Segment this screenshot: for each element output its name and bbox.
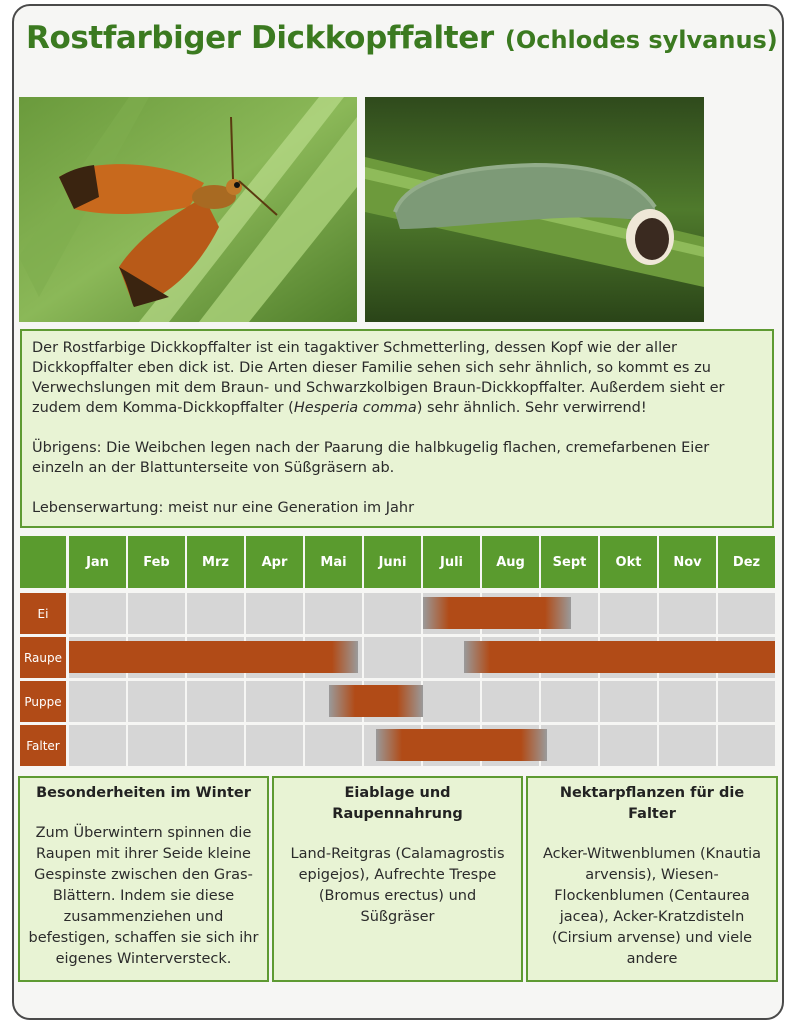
stage-label: Ei: [20, 593, 66, 634]
month-header: Dez: [718, 536, 775, 588]
intro-paragraph-description: [32, 338, 762, 418]
calendar-cell: [69, 681, 126, 722]
calendar-cell: [305, 593, 362, 634]
calendar-corner: [20, 536, 66, 588]
info-box-text: Acker-Witwenblumen (Knautia arvensis), Wiesen-Flockenblumen (Centaurea jacea), Acker-Kratzdisteln (Cirsium arvense) und viele andere: [542, 846, 762, 967]
month-header: Mrz: [187, 536, 244, 588]
month-header: Aug: [482, 536, 539, 588]
calendar-cell: [364, 637, 421, 678]
calendar-cell: [128, 681, 185, 722]
page-title: [26, 18, 786, 56]
stage-period-bar: [464, 641, 775, 673]
calendar-cell: [718, 681, 775, 722]
intro-paragraph-lifespan: Lebenserwartung: meist nur eine Generation im Jahr: [32, 500, 415, 516]
calendar-cell: [541, 681, 598, 722]
title-scientific-name: (Ochlodes sylvanus): [504, 26, 778, 54]
month-header: Feb: [128, 536, 185, 588]
stage-period-bar: [69, 641, 358, 673]
calendar-cell: [187, 681, 244, 722]
intro-text-box: [20, 329, 774, 528]
calendar-cell: [600, 593, 657, 634]
month-header: Juli: [423, 536, 480, 588]
info-box-text: Land-Reitgras (Calamagrostis epigejos), Aufrechte Trespe (Bromus erectus) und Süßgräser: [290, 846, 505, 925]
calendar-cell: [659, 593, 716, 634]
info-box-heading: Besonderheiten im Winter: [36, 785, 251, 801]
calendar-cell: [718, 593, 775, 634]
calendar-cell: [128, 725, 185, 766]
intro-paragraph-eggs: Übrigens: Die Weibchen legen nach der Paarung die halbkugelig flachen, cremefarbenen Eier einzeln an der Blattunterseite von Süßgräsern ab.: [32, 440, 710, 476]
calendar-cell: [187, 725, 244, 766]
calendar-cell: [128, 593, 185, 634]
info-box-heading: Eiablage und Raupennahrung: [332, 785, 463, 822]
calendar-cell: [541, 725, 598, 766]
caterpillar-photo: [365, 97, 704, 322]
calendar-cell: [69, 725, 126, 766]
calendar-cell: [659, 681, 716, 722]
month-header: Jan: [69, 536, 126, 588]
stage-label: Puppe: [20, 681, 66, 722]
calendar-cell: [246, 725, 303, 766]
calendar-cell: [246, 593, 303, 634]
info-box-winter: [18, 776, 269, 982]
info-box-food: [272, 776, 523, 982]
month-header: Apr: [246, 536, 303, 588]
stage-label: Raupe: [20, 637, 66, 678]
stage-period-bar: [423, 597, 571, 629]
calendar-cell: [482, 681, 539, 722]
month-header: Sept: [541, 536, 598, 588]
butterfly-photo: [19, 97, 357, 322]
month-header: Mai: [305, 536, 362, 588]
calendar-cell: [305, 725, 362, 766]
calendar-cell: [69, 593, 126, 634]
month-header: Nov: [659, 536, 716, 588]
title-common-name: Rostfarbiger Dickkopffalter: [26, 20, 494, 56]
info-box-text: Zum Überwintern spinnen die Raupen mit ihrer Seide kleine Gespinste zwischen den Gras-Blättern. Indem sie diese zusammenziehen und befestigen, schaffen sie sich ihr eigenes Winterversteck.: [28, 825, 259, 967]
info-box-nectar: [526, 776, 778, 982]
calendar-cell: [187, 593, 244, 634]
month-header: Okt: [600, 536, 657, 588]
calendar-cell: [600, 725, 657, 766]
stage-period-bar: [376, 729, 547, 761]
calendar-cell: [423, 681, 480, 722]
calendar-cell: [364, 593, 421, 634]
calendar-cell: [659, 725, 716, 766]
calendar-cell: [600, 681, 657, 722]
intro-text-part: Der Rostfarbige Dickkopffalter ist ein tagaktiver Schmetterling, dessen Kopf wie der aller Dickkopffalter eben dick ist. Die Arten dieser Familie sehen sich sehr ähnlich, so kommt es zu Verwechslungen mit dem Braun- und Schwarzkolbigen Braun-Dickkopffalter. Außerdem sieht er zudem dem Komma-Dickkopffalter (: [32, 340, 725, 416]
calendar-cell: [718, 725, 775, 766]
intro-text-part: ) sehr ähnlich. Sehr verwirrend!: [416, 400, 647, 416]
intro-species-italic: Hesperia comma: [293, 400, 417, 416]
stage-period-bar: [329, 685, 423, 717]
month-header: Juni: [364, 536, 421, 588]
calendar-cell: [246, 681, 303, 722]
stage-label: Falter: [20, 725, 66, 766]
info-box-heading: Nektarpflanzen für die Falter: [559, 785, 745, 822]
